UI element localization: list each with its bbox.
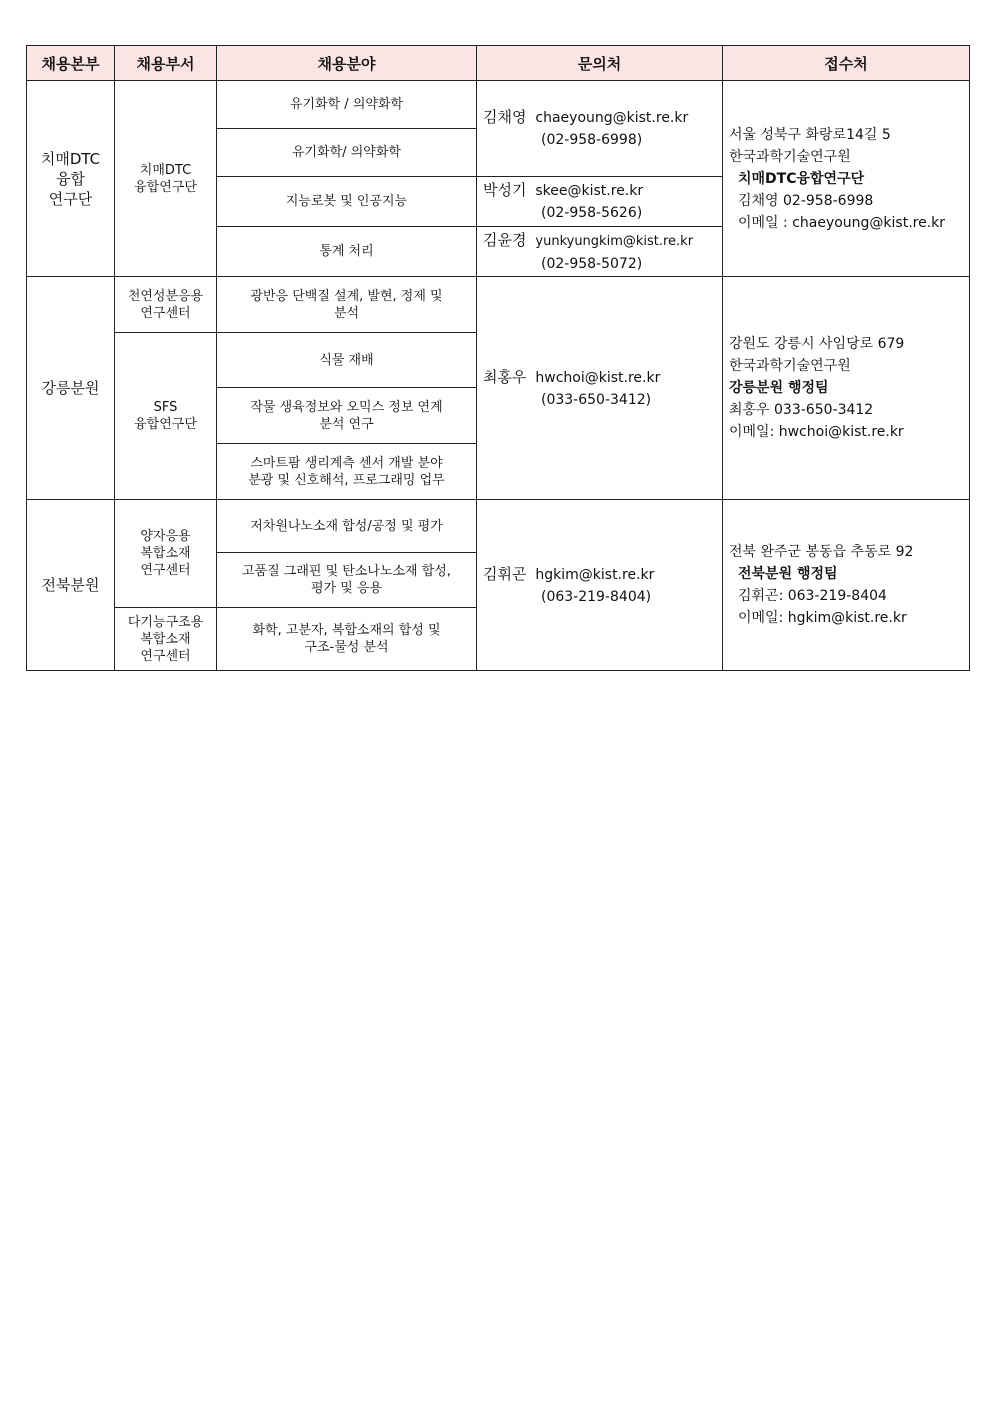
field-cell: 지능로봇 및 인공지능 [217,177,477,227]
receipt-email: 이메일: hgkim@kist.re.kr [738,610,907,626]
field-cell: 유기화학/ 의약화학 [217,129,477,177]
field-cell: 스마트팜 생리계측 센서 개발 분야 분광 및 신호해석, 프로그래밍 업무 [217,444,477,500]
contact-cell [477,177,723,227]
dept-quantum-composite: 양자응용 복합소재 연구센터 [115,500,217,608]
header-row [27,46,970,81]
contact-phone: (063-219-8404) [541,588,652,605]
contact-phone: (02-958-5626) [541,205,643,221]
contact-name: 박성기 [483,181,527,199]
receipt-team: 강릉분원 행정팀 [729,380,829,396]
dept-multifunctional-composite: 다기능구조용 복합소재 연구센터 [115,608,217,671]
contact-phone: (02-958-6998) [541,132,643,148]
header-contact: 문의처 [477,46,723,81]
receipt-team: 치매DTC융합연구단 [738,170,865,187]
receipt-email: 이메일: hwchoi@kist.re.kr [729,424,904,440]
contact-email: hgkim@kist.re.kr [535,566,655,583]
table-row [27,277,970,333]
contact-email: hwchoi@kist.re.kr [535,369,661,386]
dept-dementia-dtc: 치매DTC 융합연구단 [115,81,217,277]
table-row [27,81,970,129]
contact-phone: (033-650-3412) [541,391,652,408]
receipt-email: 이메일 : chaeyoung@kist.re.kr [738,214,946,231]
field-cell: 통계 처리 [217,227,477,277]
contact-name: 최홍우 [483,367,527,386]
header-receipt: 접수처 [723,46,970,81]
contact-email: chaeyoung@kist.re.kr [535,110,689,126]
field-cell: 식물 재배 [217,333,477,388]
hq-gangneung: 강릉분원 [27,277,115,500]
contact-email: yunkyungkim@kist.re.kr [535,233,694,249]
contact-cell [477,81,723,177]
receipt-address: 서울 성북구 화랑로14길 5 [729,126,891,143]
receipt-institute: 한국과학기술연구원 [729,358,851,374]
header-field: 채용분야 [217,46,477,81]
contact-email: skee@kist.re.kr [535,183,644,199]
contact-name: 김휘곤 [483,564,527,583]
field-cell: 화학, 고분자, 복합소재의 합성 및 구조-물성 분석 [217,608,477,671]
dept-natural-products: 천연성분응용 연구센터 [115,277,217,333]
receipt-address: 전북 완주군 봉동읍 추동로 92 [729,544,914,560]
receipt-address: 강원도 강릉시 사임당로 679 [729,336,905,352]
receipt-cell [723,500,970,671]
field-cell: 고품질 그래핀 및 탄소나노소재 합성, 평가 및 응용 [217,553,477,608]
contact-phone: (02-958-5072) [541,255,643,272]
field-cell: 유기화학 / 의약화학 [217,81,477,129]
recruitment-table [26,45,970,671]
receipt-cell [723,277,970,500]
header-hq: 채용본부 [27,46,115,81]
receipt-person: 김채영 02-958-6998 [738,192,874,209]
contact-name: 김윤경 [483,230,527,249]
receipt-team: 전북분원 행정팀 [738,566,838,582]
hq-jeonbuk: 전북분원 [27,500,115,671]
hq-dementia-dtc: 치매DTC 융합 연구단 [27,81,115,277]
header-dept: 채용부서 [115,46,217,81]
receipt-cell [723,81,970,277]
field-cell: 저차원나노소재 합성/공정 및 평가 [217,500,477,553]
contact-cell [477,500,723,671]
field-cell: 작물 생육정보와 오믹스 정보 연계 분석 연구 [217,388,477,444]
field-cell: 광반응 단백질 설계, 발현, 정제 및 분석 [217,277,477,333]
dept-sfs: SFS 융합연구단 [115,333,217,500]
receipt-institute: 한국과학기술연구원 [729,148,851,165]
contact-name: 김채영 [483,108,527,126]
table-row [27,500,970,553]
receipt-person: 최홍우 033-650-3412 [729,402,874,418]
receipt-person: 김휘곤: 063-219-8404 [738,588,887,604]
contact-cell [477,227,723,277]
contact-cell [477,277,723,500]
